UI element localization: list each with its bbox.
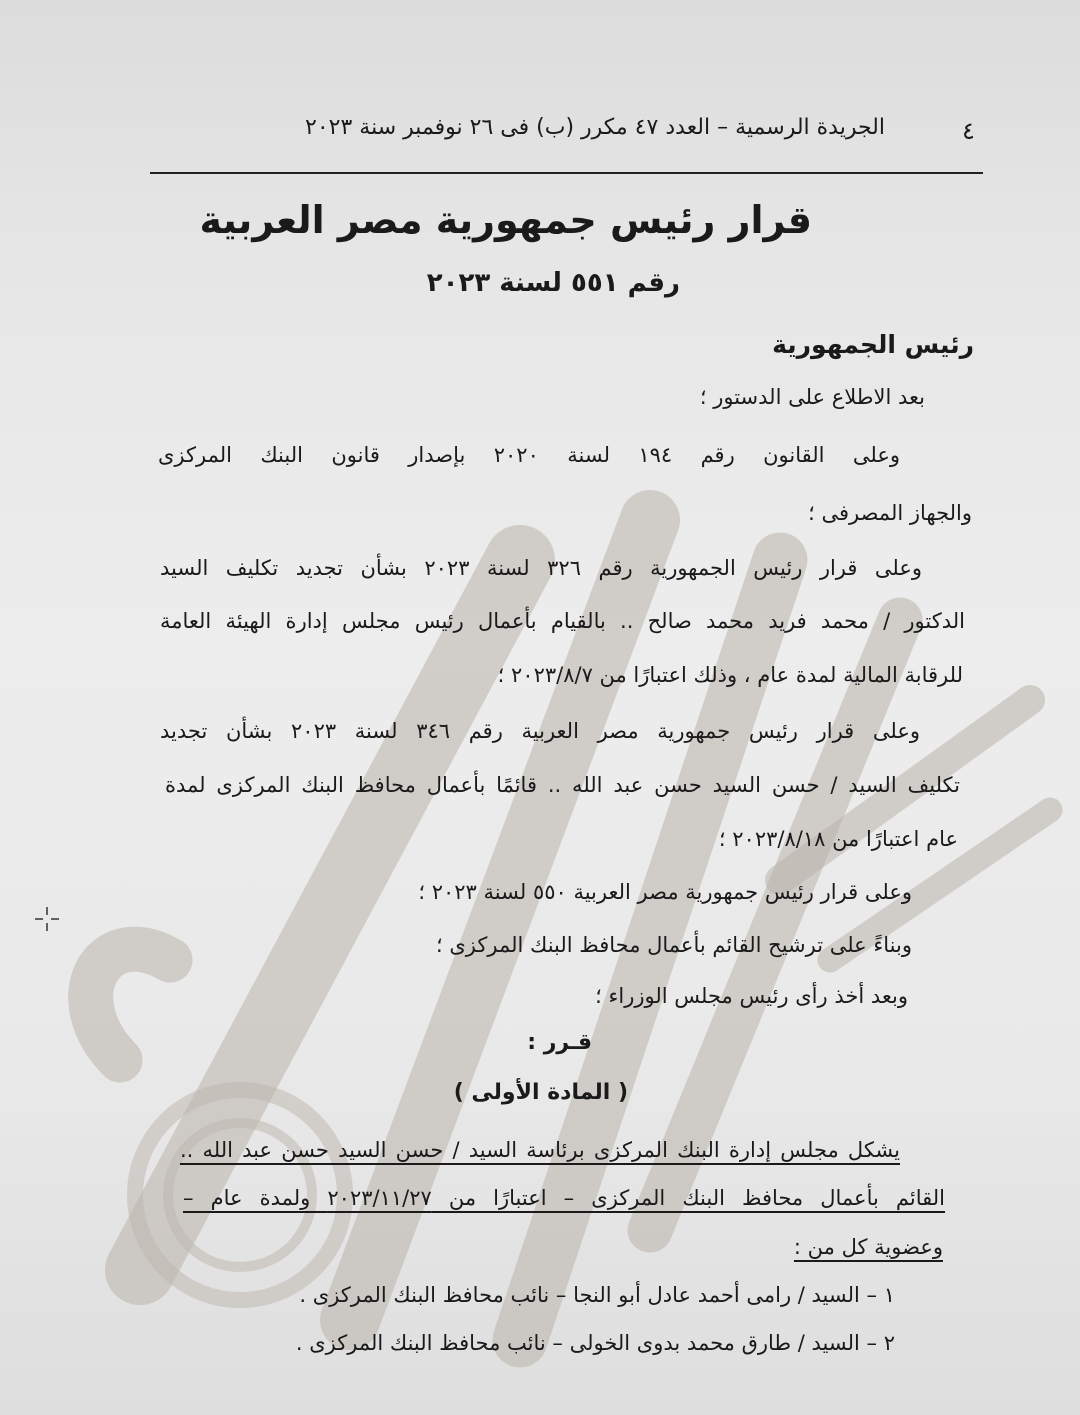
member-item: ١ – السيد / رامى أحمد عادل أبو النجا – نائب محافظ البنك المركزى . xyxy=(299,1283,895,1307)
article-line: وعضوية كل من : xyxy=(793,1235,943,1259)
preamble-line: وعلى قرار رئيس جمهورية مصر العربية رقم ٣٤٦ لسنة ٢٠٢٣ بشأن تجديد xyxy=(160,719,920,743)
preamble-line: وبناءً على ترشيح القائم بأعمال محافظ البنك المركزى ؛ xyxy=(436,933,912,957)
header-divider xyxy=(150,172,983,174)
preamble-line: وعلى قرار رئيس جمهورية مصر العربية ٥٥٠ لسنة ٢٠٢٣ ؛ xyxy=(418,880,912,904)
article-line: يشكل مجلس إدارة البنك المركزى برئاسة السيد / حسن السيد حسن عبد الله .. xyxy=(180,1138,900,1162)
preamble-line: للرقابة المالية لمدة عام ، وذلك اعتبارًا من ٢٠٢٣/٨/٧ ؛ xyxy=(497,663,963,687)
article-line: القائم بأعمال محافظ البنك المركزى – اعتبارًا من ٢٠٢٣/١١/٢٧ ولمدة عام – xyxy=(183,1186,945,1210)
preamble-line: عام اعتبارًا من ٢٠٢٣/٨/١٨ ؛ xyxy=(718,827,958,851)
crosshair-cursor-icon xyxy=(33,905,61,933)
preamble-line: والجهاز المصرفى ؛ xyxy=(808,501,972,525)
decree-number: رقم ٥٥١ لسنة ٢٠٢٣ xyxy=(426,268,680,298)
preamble-line: تكليف السيد / حسن السيد حسن عبد الله .. قائمًا بأعمال محافظ البنك المركزى لمدة xyxy=(165,773,960,797)
preamble-line: وعلى القانون رقم ١٩٤ لسنة ٢٠٢٠ بإصدار قانون البنك المركزى xyxy=(158,443,900,467)
preamble-line: الدكتور / محمد فريد محمد صالح .. بالقيام بأعمال رئيس مجلس إدارة الهيئة العامة xyxy=(160,609,965,633)
preamble-line: بعد الاطلاع على الدستور ؛ xyxy=(699,385,925,409)
preamble-line: وعلى قرار رئيس الجمهورية رقم ٣٢٦ لسنة ٢٠٢٣ بشأن تجديد تكليف السيد xyxy=(160,556,923,580)
gazette-header: الجريدة الرسمية – العدد ٤٧ مكرر (ب) فى ٢٦ نوفمبر سنة ٢٠٢٣ xyxy=(305,115,885,140)
preamble-line: وبعد أخذ رأى رئيس مجلس الوزراء ؛ xyxy=(595,984,908,1008)
member-item: ٢ – السيد / طارق محمد بدوى الخولى – نائب محافظ البنك المركزى . xyxy=(295,1331,895,1355)
article-one-heading: ( المادة الأولى ) xyxy=(453,1080,628,1105)
decided-heading: قـرر : xyxy=(527,1030,592,1055)
page-number: ٤ xyxy=(962,117,975,145)
decree-title: قرار رئيس جمهورية مصر العربية xyxy=(199,198,812,242)
president-heading: رئيس الجمهورية xyxy=(772,330,974,359)
